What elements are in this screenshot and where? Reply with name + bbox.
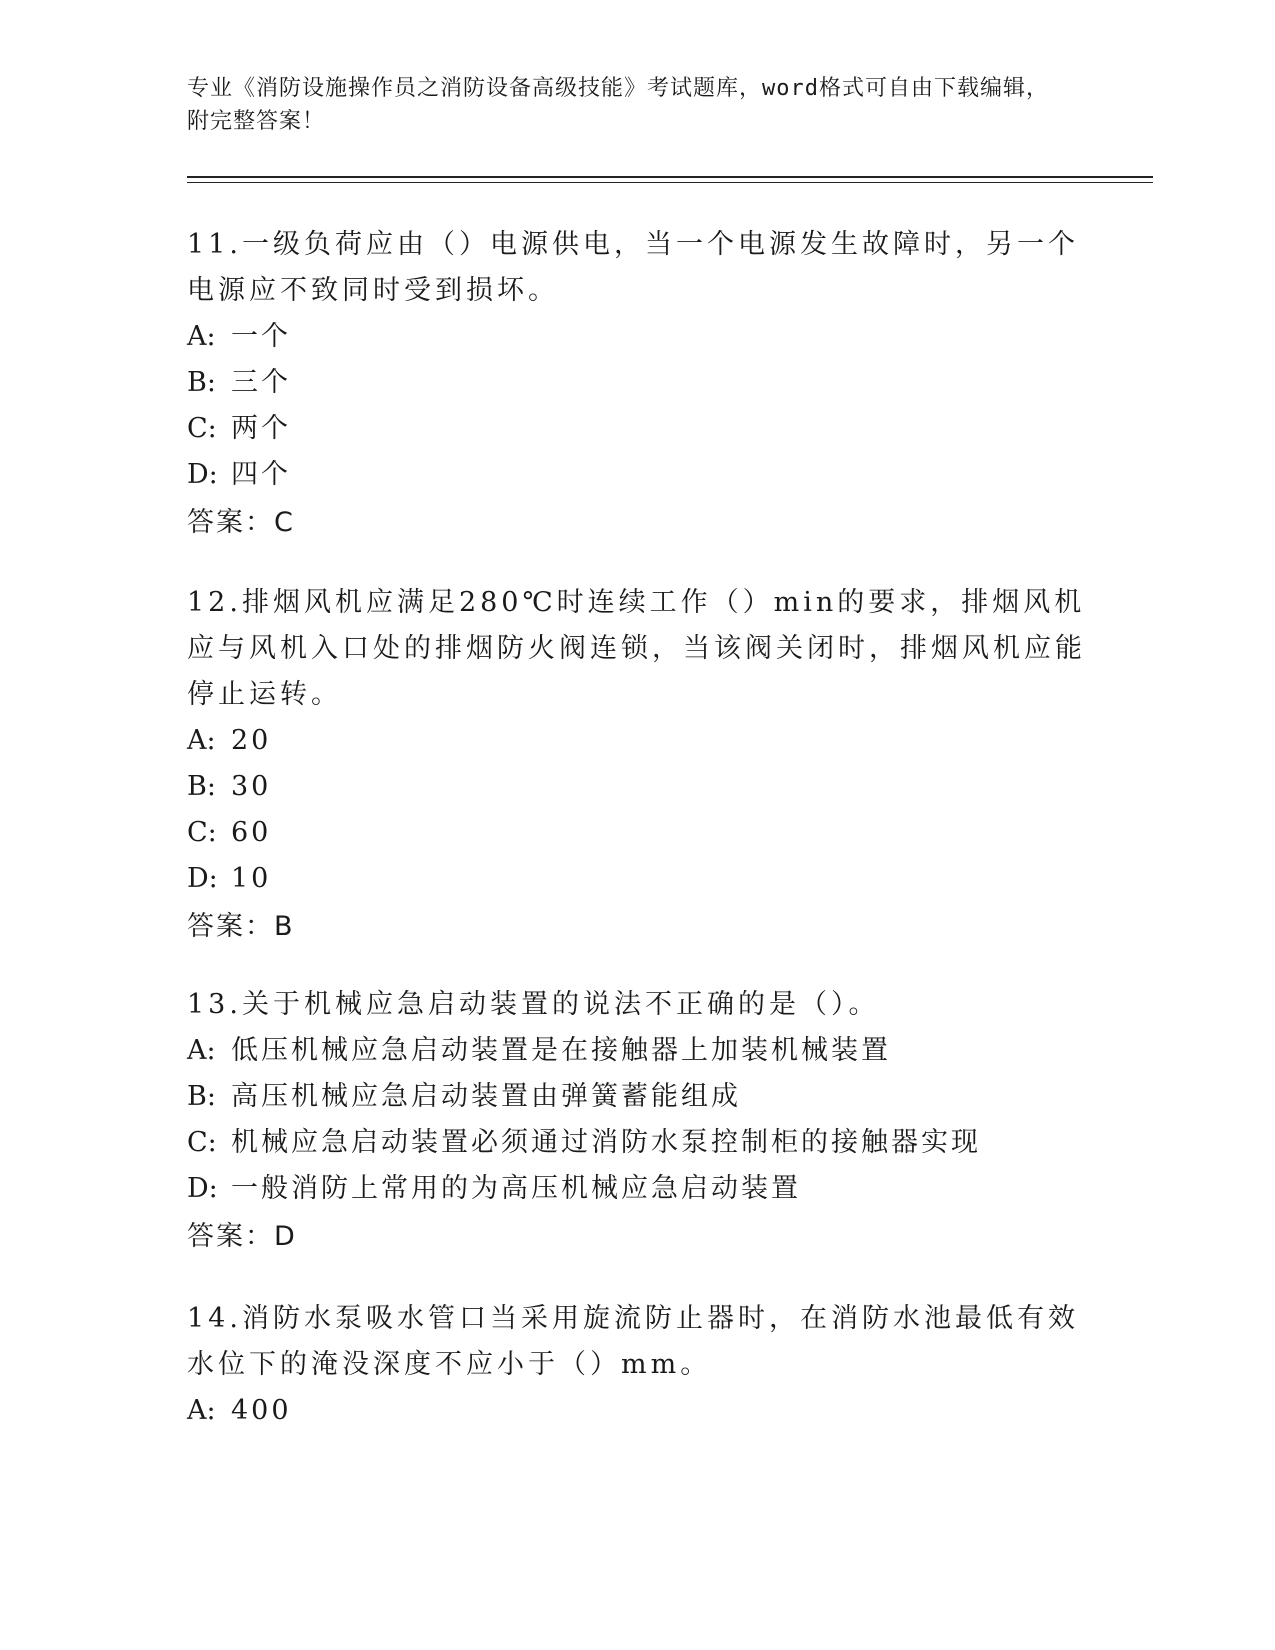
answer-value: B <box>274 911 295 942</box>
option-text: 四个 <box>231 459 291 490</box>
answer-value: D <box>274 1221 297 1252</box>
answer-label: 答案： <box>187 507 274 538</box>
option-key: C: <box>187 413 217 444</box>
option-text: 一般消防上常用的为高压机械应急启动装置 <box>231 1173 801 1204</box>
option-key: D: <box>187 459 218 490</box>
option-key: C: <box>187 817 217 848</box>
option-key: A: <box>187 1395 216 1426</box>
option-a <box>187 1028 1087 1074</box>
question-14 <box>187 1296 1087 1434</box>
option-text: 一个 <box>231 321 291 352</box>
header-divider <box>187 176 1153 178</box>
option-text: 20 <box>231 725 272 756</box>
question-stem: 12.排烟风机应满足280℃时连续工作（）min的要求，排烟风机应与风机入口处的排烟防火阀连锁，当该阀关闭时，排烟风机应能停止运转。 <box>187 587 1086 710</box>
option-key: B: <box>187 1081 216 1112</box>
option-key: A: <box>187 725 216 756</box>
question-13 <box>187 982 1087 1260</box>
option-c <box>187 1120 1087 1166</box>
option-text: 高压机械应急启动装置由弹簧蓄能组成 <box>231 1081 741 1112</box>
option-text: 低压机械应急启动装置是在接触器上加装机械装置 <box>231 1035 891 1066</box>
option-text: 三个 <box>231 367 291 398</box>
option-d <box>187 1166 1087 1212</box>
option-key: C: <box>187 1127 217 1158</box>
option-c <box>187 406 1087 452</box>
question-12 <box>187 580 1087 950</box>
option-c <box>187 810 1087 856</box>
option-text: 30 <box>231 771 272 802</box>
option-key: D: <box>187 863 218 894</box>
option-text: 10 <box>231 863 272 894</box>
option-key: B: <box>187 771 216 802</box>
answer-value: C <box>274 507 295 538</box>
option-text: 400 <box>231 1395 292 1426</box>
option-text: 两个 <box>231 413 291 444</box>
option-key: D: <box>187 1173 218 1204</box>
header-divider-thin <box>187 182 1153 183</box>
option-key: B: <box>187 367 216 398</box>
question-stem: 11.一级负荷应由（）电源供电，当一个电源发生故障时，另一个电源应不致同时受到损坏。 <box>187 229 1079 306</box>
document-header: 专业《消防设施操作员之消防设备高级技能》考试题库，word格式可自由下载编辑，附完整答案！ <box>187 76 1049 134</box>
option-a <box>187 718 1087 764</box>
option-key: A: <box>187 321 216 352</box>
answer-line <box>187 1214 1087 1260</box>
answer-label: 答案： <box>187 1221 274 1252</box>
option-text: 60 <box>231 817 272 848</box>
answer-line <box>187 904 1087 950</box>
option-b <box>187 360 1087 406</box>
question-stem: 14.消防水泵吸水管口当采用旋流防止器时，在消防水池最低有效水位下的淹没深度不应小于（）mm。 <box>187 1303 1079 1380</box>
option-d <box>187 452 1087 498</box>
option-b <box>187 764 1087 810</box>
answer-line <box>187 500 1087 546</box>
answer-label: 答案： <box>187 911 274 942</box>
option-a <box>187 314 1087 360</box>
option-b <box>187 1074 1087 1120</box>
option-d <box>187 856 1087 902</box>
option-a <box>187 1388 1087 1434</box>
question-11 <box>187 222 1087 546</box>
question-stem: 13.关于机械应急启动装置的说法不正确的是（）。 <box>187 989 880 1020</box>
option-key: A: <box>187 1035 216 1066</box>
option-text: 机械应急启动装置必须通过消防水泵控制柜的接触器实现 <box>231 1127 981 1158</box>
